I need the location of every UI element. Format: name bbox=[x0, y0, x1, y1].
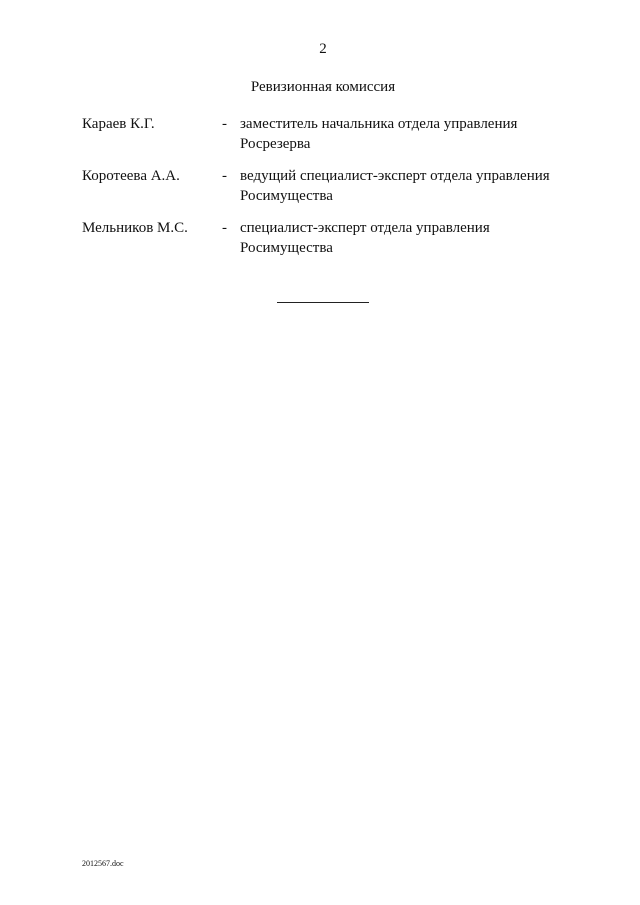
member-role-line: специалист-эксперт отдела управления bbox=[240, 220, 490, 236]
end-rule bbox=[277, 302, 369, 303]
member-dash: - bbox=[222, 220, 227, 236]
member-role bbox=[240, 166, 570, 206]
member-name: Мельников М.С. bbox=[82, 220, 188, 236]
member-name: Караев К.Г. bbox=[82, 116, 155, 132]
member-role-line: Росимущества bbox=[240, 188, 333, 204]
member-role-line: ведущий специалист-эксперт отдела управления bbox=[240, 168, 550, 184]
footer-filename: 2012567.doc bbox=[82, 859, 124, 868]
member-role bbox=[240, 218, 570, 258]
member-role bbox=[240, 114, 570, 154]
member-role-line: Росимущества bbox=[240, 240, 333, 256]
member-role-line: заместитель начальника отдела управления bbox=[240, 116, 518, 132]
member-role-line: Росрезерва bbox=[240, 136, 311, 152]
page-number: 2 bbox=[319, 41, 327, 57]
member-name: Коротеева А.А. bbox=[82, 168, 180, 184]
section-title: Ревизионная комиссия bbox=[250, 79, 396, 95]
member-dash: - bbox=[222, 168, 227, 184]
member-dash: - bbox=[222, 116, 227, 132]
